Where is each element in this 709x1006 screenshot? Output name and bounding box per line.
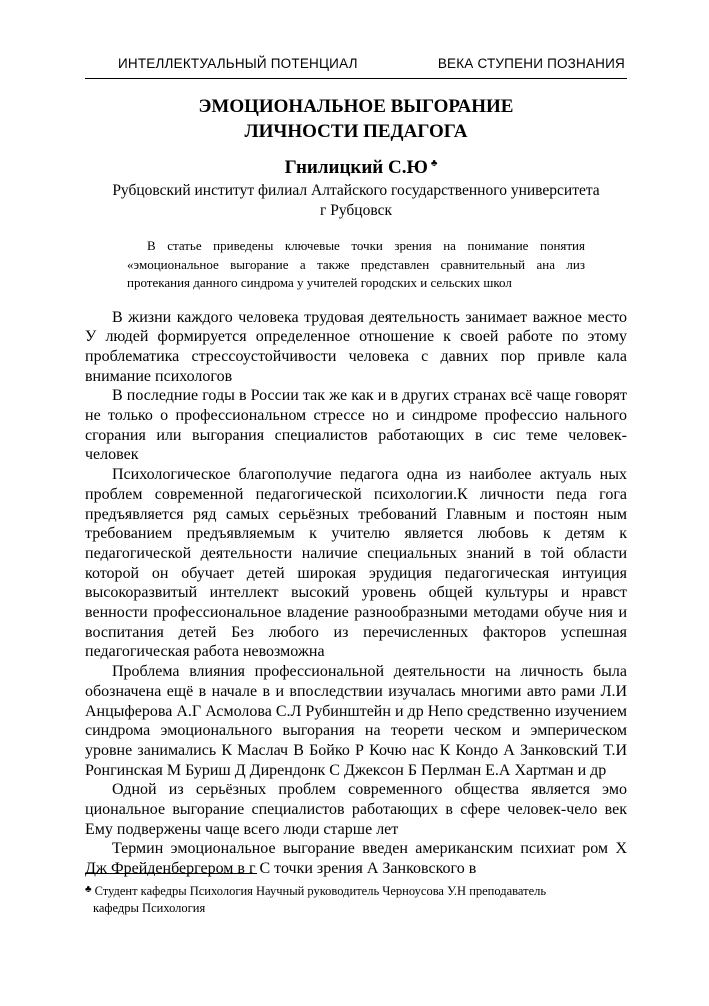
footnote-divider [85, 873, 257, 874]
body-paragraph: Термин эмоциональное выгорание введен американским психиат ром Х Дж Фрейденбергером в г С точки зрения А Занковского в [85, 840, 627, 878]
club-icon: ♣ [430, 158, 438, 169]
running-header-right: ВЕКА СТУПЕНИ ПОЗНАНИЯ [437, 56, 625, 71]
affiliation-line-1: Рубцовский институт филиал Алтайского государственного университета [112, 182, 600, 199]
affiliation-line-2: г Рубцовск [320, 202, 392, 219]
body-paragraph: В жизни каждого человека трудовая деятельность занимает важное место У людей формируется определенное отношение к своей работе по этому проблематика стрессоустойчивости человека с давних пор привле кала внимание психологов [85, 308, 627, 385]
footnote [85, 881, 627, 917]
body-paragraph: Психологическое благополучие педагога одна из наиболее актуаль ных проблем современной педагогической психологии.К личности педа гога предъявляется ряд самых серьёзных требований Главным и постоян ным требованием предъявляемым к учителю является любовь к детям к педагогической деятельности наличие специальных знаний в той области которой он обучает детей широкая эрудиция педагогическая интуиция высокоразвитый интеллект высокий уровень общей культуры и нравст венности профессиональное владение разнообразными методами обуче ния и воспитания детей Без любого из перечисленных факторов успешная педагогическая работа невозможна [85, 466, 627, 661]
running-header-left: ИНТЕЛЛЕКТУАЛЬНЫЙ ПОТЕНЦИАЛ [118, 56, 358, 71]
abstract: В статье приведены ключевые точки зрения на понимание понятия «эмоциональное выгорание а также представлен сравнительный ана лиз протекания данного синдрома у учителей городских и сельских школ [127, 238, 585, 290]
club-icon: ♣ [85, 884, 92, 895]
title-line-1: ЭМОЦИОНАЛЬНОЕ ВЫГОРАНИЕ [198, 96, 514, 117]
running-header [85, 56, 627, 79]
page-content [85, 56, 627, 879]
footnote-text-continued: кафедры Психология [93, 901, 206, 915]
footnote-text: Студент кафедры Психология Научный руководитель Черноусова У.Н преподаватель [94, 884, 547, 898]
article-body [85, 308, 627, 879]
author [85, 153, 627, 179]
author-name: Гнилицкий С.Ю [284, 157, 428, 178]
title-line-2: ЛИЧНОСТИ ПЕДАГОГА [244, 121, 468, 142]
affiliation [85, 181, 627, 221]
body-paragraph: Проблема влияния профессиональной деятельности на личность была обозначена ещё в начале в и впоследствии изучалась многими авто рами Л.И Анцыферова А.Г Асмолова С.Л Рубинштейн и др Непо средственно изучением синдрома эмоционального выгорания на теорети ческом и эмперическом уровне занимались К Маслач В Бойко Р Кочю нас К Кондо А Занковский Т.И Ронгинская М Буриш Д Дирендонк С Джексон Б Перлман Е.А Хартман и др [85, 663, 627, 779]
body-paragraph: В последние годы в России так же как и в других странах всё чаще говорят не только о профессиональном стрессе но и синдроме профессио нального сгорания или выгорания специалистов работающих в сис теме человек-человек [85, 387, 627, 464]
article-title [85, 94, 627, 144]
body-paragraph: Одной из серьёзных проблем современного общества является эмо циональное выгорание специалистов работающих в сфере человек-чело век Ему подвержены чаще всего люди старше лет [85, 781, 627, 838]
